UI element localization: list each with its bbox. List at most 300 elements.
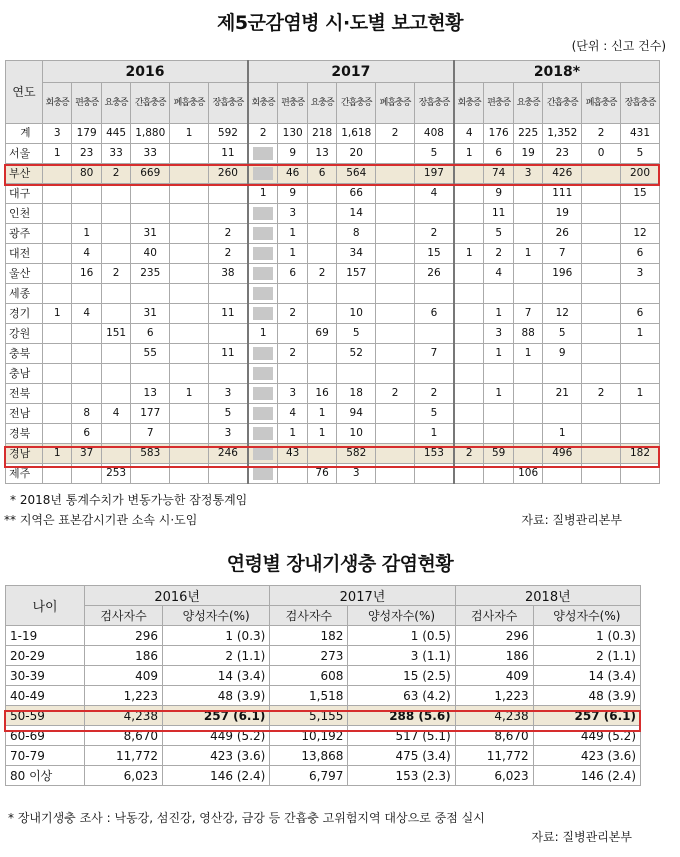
data-cell bbox=[543, 284, 582, 304]
tested-cell: 409 bbox=[85, 666, 163, 686]
sub-positive: 양성자수(%) bbox=[348, 606, 455, 626]
data-cell: 14 bbox=[337, 204, 376, 224]
data-cell: 2 bbox=[484, 244, 513, 264]
data-cell bbox=[513, 404, 542, 424]
data-cell bbox=[582, 184, 621, 204]
data-cell: 426 bbox=[543, 164, 582, 184]
data-cell bbox=[454, 304, 484, 324]
table-row bbox=[6, 706, 641, 726]
data-cell: 4 bbox=[414, 184, 453, 204]
positive-cell: 153 (2.3) bbox=[348, 766, 455, 786]
table-row bbox=[6, 184, 660, 204]
data-cell: 66 bbox=[337, 184, 376, 204]
data-cell: 40 bbox=[131, 244, 170, 264]
region-label: 부산 bbox=[6, 164, 43, 184]
sub-tested: 검사자수 bbox=[85, 606, 163, 626]
data-cell bbox=[278, 284, 307, 304]
age-label: 30-39 bbox=[6, 666, 85, 686]
data-cell bbox=[414, 284, 453, 304]
tested-cell: 6,023 bbox=[455, 766, 533, 786]
age-label: 60-69 bbox=[6, 726, 85, 746]
data-cell bbox=[170, 424, 209, 444]
col-header: 폐흡충증 bbox=[376, 83, 415, 124]
tested-cell: 5,155 bbox=[270, 706, 348, 726]
data-cell bbox=[248, 364, 278, 384]
data-cell bbox=[621, 364, 660, 384]
data-cell bbox=[454, 384, 484, 404]
positive-cell: 288 (5.6) bbox=[348, 706, 455, 726]
region-label: 전북 bbox=[6, 384, 43, 404]
year-header-2016: 2016 bbox=[43, 61, 248, 83]
data-cell bbox=[72, 324, 101, 344]
data-cell bbox=[170, 244, 209, 264]
data-cell bbox=[170, 304, 209, 324]
data-cell: 225 bbox=[513, 124, 542, 144]
data-cell bbox=[582, 304, 621, 324]
tested-cell: 186 bbox=[455, 646, 533, 666]
shaded-block bbox=[253, 267, 273, 280]
positive-cell: 48 (3.9) bbox=[163, 686, 270, 706]
data-cell: 4 bbox=[72, 244, 101, 264]
data-cell: 1,618 bbox=[337, 124, 376, 144]
data-cell: 106 bbox=[513, 464, 542, 484]
data-cell bbox=[72, 364, 101, 384]
data-cell: 130 bbox=[278, 124, 307, 144]
data-cell: 69 bbox=[307, 324, 336, 344]
positive-cell: 423 (3.6) bbox=[163, 746, 270, 766]
data-cell bbox=[414, 324, 453, 344]
data-cell: 7 bbox=[414, 344, 453, 364]
data-cell: 10 bbox=[337, 304, 376, 324]
data-cell: 11 bbox=[208, 344, 247, 364]
data-cell bbox=[621, 424, 660, 444]
data-cell: 1 bbox=[278, 424, 307, 444]
col-header: 폐흡충증 bbox=[170, 83, 209, 124]
data-cell bbox=[170, 324, 209, 344]
data-cell bbox=[248, 464, 278, 484]
col-header: 요충증 bbox=[101, 83, 130, 124]
data-cell bbox=[131, 464, 170, 484]
data-cell: 6 bbox=[131, 324, 170, 344]
data-cell: 5 bbox=[414, 144, 453, 164]
positive-cell: 14 (3.4) bbox=[533, 666, 640, 686]
region-label: 경남 bbox=[6, 444, 43, 464]
data-cell: 1 bbox=[248, 324, 278, 344]
shaded-block bbox=[253, 307, 273, 320]
tested-cell: 296 bbox=[455, 626, 533, 646]
data-cell: 7 bbox=[513, 304, 542, 324]
data-cell: 33 bbox=[101, 144, 130, 164]
data-cell: 1 bbox=[621, 384, 660, 404]
data-cell: 6 bbox=[621, 244, 660, 264]
data-cell: 4 bbox=[278, 404, 307, 424]
data-cell bbox=[248, 444, 278, 464]
data-cell bbox=[376, 304, 415, 324]
data-cell bbox=[513, 224, 542, 244]
data-cell bbox=[454, 204, 484, 224]
data-cell: 3 bbox=[278, 204, 307, 224]
data-cell: 2 bbox=[582, 124, 621, 144]
data-cell bbox=[248, 404, 278, 424]
col-header: 회충증 bbox=[248, 83, 278, 124]
data-cell bbox=[170, 164, 209, 184]
data-cell bbox=[307, 364, 336, 384]
data-cell: 157 bbox=[337, 264, 376, 284]
source-1: 자료: 질병관리본부 bbox=[521, 513, 622, 527]
positive-cell: 2 (1.1) bbox=[533, 646, 640, 666]
data-cell bbox=[307, 344, 336, 364]
tested-cell: 8,670 bbox=[455, 726, 533, 746]
table-row bbox=[6, 384, 660, 404]
table-row bbox=[6, 646, 641, 666]
data-cell bbox=[376, 284, 415, 304]
data-cell: 1 bbox=[543, 424, 582, 444]
col-header: 요충증 bbox=[513, 83, 542, 124]
data-cell: 218 bbox=[307, 124, 336, 144]
data-cell bbox=[582, 324, 621, 344]
year-header-2018: 2018* bbox=[454, 61, 660, 83]
data-cell bbox=[208, 184, 247, 204]
data-cell: 5 bbox=[414, 404, 453, 424]
table-row bbox=[6, 686, 641, 706]
data-cell bbox=[582, 284, 621, 304]
data-cell bbox=[72, 204, 101, 224]
data-cell bbox=[248, 144, 278, 164]
data-cell: 235 bbox=[131, 264, 170, 284]
age-corner-header: 나이 bbox=[6, 586, 85, 626]
data-cell bbox=[582, 164, 621, 184]
positive-cell: 1 (0.5) bbox=[348, 626, 455, 646]
data-cell bbox=[582, 204, 621, 224]
data-cell bbox=[43, 224, 72, 244]
table-row bbox=[6, 626, 641, 646]
data-cell: 5 bbox=[484, 224, 513, 244]
data-cell bbox=[454, 184, 484, 204]
age-label: 80 이상 bbox=[6, 766, 85, 786]
data-cell bbox=[43, 404, 72, 424]
data-cell: 182 bbox=[621, 444, 660, 464]
data-cell bbox=[582, 464, 621, 484]
data-cell: 260 bbox=[208, 164, 247, 184]
data-cell: 9 bbox=[484, 184, 513, 204]
data-cell: 1 bbox=[414, 424, 453, 444]
tested-cell: 1,518 bbox=[270, 686, 348, 706]
sub-positive: 양성자수(%) bbox=[163, 606, 270, 626]
data-cell bbox=[248, 204, 278, 224]
data-cell bbox=[376, 164, 415, 184]
data-cell: 2 bbox=[376, 384, 415, 404]
data-cell: 88 bbox=[513, 324, 542, 344]
data-cell bbox=[454, 224, 484, 244]
table-row bbox=[6, 124, 660, 144]
note-survey: * 장내기생충 조사 : 낙동강, 섬진강, 영산강, 금강 등 간흡충 고위험지역 대상으로 중점 실시 bbox=[8, 811, 485, 825]
region-label: 경기 bbox=[6, 304, 43, 324]
shaded-block bbox=[253, 407, 273, 420]
data-cell bbox=[376, 404, 415, 424]
table-row bbox=[6, 424, 660, 444]
data-cell bbox=[484, 364, 513, 384]
data-cell bbox=[170, 364, 209, 384]
data-cell: 15 bbox=[621, 184, 660, 204]
data-cell bbox=[208, 284, 247, 304]
data-cell: 592 bbox=[208, 124, 247, 144]
data-cell bbox=[307, 304, 336, 324]
table-row bbox=[6, 244, 660, 264]
col-header: 편충증 bbox=[278, 83, 307, 124]
data-cell: 23 bbox=[72, 144, 101, 164]
data-cell bbox=[101, 444, 130, 464]
data-cell bbox=[307, 284, 336, 304]
data-cell bbox=[337, 364, 376, 384]
col-header: 간흡충증 bbox=[337, 83, 376, 124]
data-cell bbox=[414, 364, 453, 384]
data-cell bbox=[101, 244, 130, 264]
data-cell: 55 bbox=[131, 344, 170, 364]
data-cell: 26 bbox=[414, 264, 453, 284]
age-year-2016: 2016년 bbox=[85, 586, 270, 606]
data-cell bbox=[248, 244, 278, 264]
data-cell bbox=[101, 184, 130, 204]
data-cell bbox=[376, 364, 415, 384]
data-cell bbox=[513, 284, 542, 304]
data-cell: 1,880 bbox=[131, 124, 170, 144]
table-row bbox=[6, 264, 660, 284]
data-cell bbox=[376, 464, 415, 484]
data-cell bbox=[248, 424, 278, 444]
data-cell: 74 bbox=[484, 164, 513, 184]
data-cell bbox=[43, 384, 72, 404]
region-label: 울산 bbox=[6, 264, 43, 284]
data-cell bbox=[248, 264, 278, 284]
data-cell: 496 bbox=[543, 444, 582, 464]
positive-cell: 146 (2.4) bbox=[533, 766, 640, 786]
data-cell: 1 bbox=[484, 384, 513, 404]
shaded-block bbox=[253, 247, 273, 260]
shaded-block bbox=[253, 447, 273, 460]
data-cell: 197 bbox=[414, 164, 453, 184]
data-cell: 1 bbox=[248, 184, 278, 204]
data-cell: 1 bbox=[43, 444, 72, 464]
data-cell: 33 bbox=[131, 144, 170, 164]
year-header-2017: 2017 bbox=[248, 61, 454, 83]
shaded-block bbox=[253, 367, 273, 380]
data-cell: 5 bbox=[543, 324, 582, 344]
positive-cell: 449 (5.2) bbox=[163, 726, 270, 746]
tested-cell: 186 bbox=[85, 646, 163, 666]
data-cell: 9 bbox=[278, 184, 307, 204]
data-cell bbox=[43, 364, 72, 384]
data-cell: 1,352 bbox=[543, 124, 582, 144]
data-cell bbox=[170, 464, 209, 484]
data-cell: 11 bbox=[208, 144, 247, 164]
data-cell bbox=[484, 404, 513, 424]
data-cell bbox=[307, 444, 336, 464]
col-header: 폐흡충증 bbox=[582, 83, 621, 124]
data-cell: 1 bbox=[621, 324, 660, 344]
data-cell bbox=[337, 284, 376, 304]
age-table bbox=[5, 585, 641, 786]
data-cell bbox=[513, 384, 542, 404]
source-2: 자료: 질병관리본부 bbox=[531, 830, 632, 844]
tested-cell: 1,223 bbox=[455, 686, 533, 706]
data-cell: 1 bbox=[513, 244, 542, 264]
data-cell bbox=[278, 324, 307, 344]
data-cell bbox=[621, 404, 660, 424]
col-header: 회충증 bbox=[454, 83, 484, 124]
data-cell: 5 bbox=[337, 324, 376, 344]
data-cell: 4 bbox=[484, 264, 513, 284]
region-label: 대전 bbox=[6, 244, 43, 264]
tested-cell: 8,670 bbox=[85, 726, 163, 746]
page-title-1: 제5군감염병 시·도별 보고현황 bbox=[217, 12, 463, 34]
data-cell: 26 bbox=[543, 224, 582, 244]
data-cell bbox=[307, 244, 336, 264]
data-cell: 13 bbox=[131, 384, 170, 404]
table-row bbox=[6, 304, 660, 324]
data-cell: 2 bbox=[414, 384, 453, 404]
data-cell: 18 bbox=[337, 384, 376, 404]
data-cell: 52 bbox=[337, 344, 376, 364]
data-cell: 111 bbox=[543, 184, 582, 204]
data-cell: 1 bbox=[170, 124, 209, 144]
data-cell: 10 bbox=[337, 424, 376, 444]
positive-cell: 3 (1.1) bbox=[348, 646, 455, 666]
data-cell bbox=[376, 444, 415, 464]
note-provisional: * 2018년 통계수치가 변동가능한 잠정통계임 bbox=[10, 493, 248, 507]
data-cell bbox=[101, 424, 130, 444]
data-cell: 176 bbox=[484, 124, 513, 144]
region-label: 강원 bbox=[6, 324, 43, 344]
col-header: 간흡충증 bbox=[131, 83, 170, 124]
positive-cell: 475 (3.4) bbox=[348, 746, 455, 766]
data-cell: 9 bbox=[278, 144, 307, 164]
col-header: 회충증 bbox=[43, 83, 72, 124]
data-cell: 6 bbox=[414, 304, 453, 324]
data-cell: 4 bbox=[454, 124, 484, 144]
data-cell bbox=[376, 324, 415, 344]
data-cell bbox=[208, 204, 247, 224]
age-year-2017: 2017년 bbox=[270, 586, 455, 606]
data-cell: 177 bbox=[131, 404, 170, 424]
data-cell: 15 bbox=[414, 244, 453, 264]
table-row bbox=[6, 404, 660, 424]
positive-cell: 449 (5.2) bbox=[533, 726, 640, 746]
data-cell: 2 bbox=[248, 124, 278, 144]
data-cell bbox=[170, 264, 209, 284]
region-label: 제주 bbox=[6, 464, 43, 484]
data-cell: 16 bbox=[72, 264, 101, 284]
data-cell bbox=[454, 404, 484, 424]
data-cell: 2 bbox=[278, 344, 307, 364]
data-cell: 2 bbox=[376, 124, 415, 144]
tested-cell: 10,192 bbox=[270, 726, 348, 746]
data-cell: 34 bbox=[337, 244, 376, 264]
unit-label: (단위 : 신고 건수) bbox=[571, 39, 666, 53]
data-cell bbox=[582, 404, 621, 424]
data-cell bbox=[43, 164, 72, 184]
data-cell: 669 bbox=[131, 164, 170, 184]
data-cell: 1 bbox=[278, 224, 307, 244]
tested-cell: 11,772 bbox=[85, 746, 163, 766]
age-label: 1-19 bbox=[6, 626, 85, 646]
data-cell: 2 bbox=[101, 264, 130, 284]
age-label: 50-59 bbox=[6, 706, 85, 726]
positive-cell: 257 (6.1) bbox=[163, 706, 270, 726]
positive-cell: 1 (0.3) bbox=[533, 626, 640, 646]
col-header: 편충증 bbox=[484, 83, 513, 124]
data-cell: 2 bbox=[101, 164, 130, 184]
table-row bbox=[6, 766, 641, 786]
data-cell: 2 bbox=[208, 244, 247, 264]
data-cell: 3 bbox=[208, 424, 247, 444]
sub-positive: 양성자수(%) bbox=[533, 606, 640, 626]
data-cell: 1 bbox=[170, 384, 209, 404]
table-row bbox=[6, 464, 660, 484]
shaded-block bbox=[253, 467, 273, 480]
table-row bbox=[6, 204, 660, 224]
data-cell bbox=[131, 284, 170, 304]
data-cell bbox=[513, 264, 542, 284]
data-cell bbox=[72, 464, 101, 484]
data-cell bbox=[582, 264, 621, 284]
data-cell bbox=[307, 224, 336, 244]
data-cell: 3 bbox=[621, 264, 660, 284]
data-cell bbox=[621, 344, 660, 364]
data-cell bbox=[101, 384, 130, 404]
data-cell: 582 bbox=[337, 444, 376, 464]
data-cell: 408 bbox=[414, 124, 453, 144]
data-cell: 16 bbox=[307, 384, 336, 404]
data-cell bbox=[72, 344, 101, 364]
data-cell bbox=[131, 204, 170, 224]
data-cell: 5 bbox=[208, 404, 247, 424]
data-cell bbox=[101, 344, 130, 364]
data-cell: 7 bbox=[131, 424, 170, 444]
data-cell: 6 bbox=[621, 304, 660, 324]
data-cell bbox=[582, 344, 621, 364]
data-cell bbox=[582, 444, 621, 464]
corner-header: 연도 bbox=[6, 61, 43, 124]
data-cell: 1 bbox=[484, 304, 513, 324]
data-cell bbox=[543, 404, 582, 424]
col-header: 간흡충증 bbox=[543, 83, 582, 124]
data-cell bbox=[248, 224, 278, 244]
data-cell bbox=[454, 264, 484, 284]
data-cell: 9 bbox=[543, 344, 582, 364]
tested-cell: 13,868 bbox=[270, 746, 348, 766]
data-cell: 3 bbox=[513, 164, 542, 184]
tested-cell: 273 bbox=[270, 646, 348, 666]
data-cell: 6 bbox=[307, 164, 336, 184]
data-cell bbox=[513, 444, 542, 464]
tested-cell: 6,797 bbox=[270, 766, 348, 786]
region-label: 전남 bbox=[6, 404, 43, 424]
data-cell bbox=[170, 404, 209, 424]
tested-cell: 4,238 bbox=[85, 706, 163, 726]
data-cell: 246 bbox=[208, 444, 247, 464]
tested-cell: 296 bbox=[85, 626, 163, 646]
region-label: 충남 bbox=[6, 364, 43, 384]
shaded-block bbox=[253, 167, 273, 180]
shaded-block bbox=[253, 347, 273, 360]
data-cell: 21 bbox=[543, 384, 582, 404]
data-cell: 46 bbox=[278, 164, 307, 184]
data-cell bbox=[101, 304, 130, 324]
table-row bbox=[6, 726, 641, 746]
data-cell bbox=[43, 264, 72, 284]
data-cell bbox=[248, 344, 278, 364]
data-cell: 1 bbox=[307, 424, 336, 444]
